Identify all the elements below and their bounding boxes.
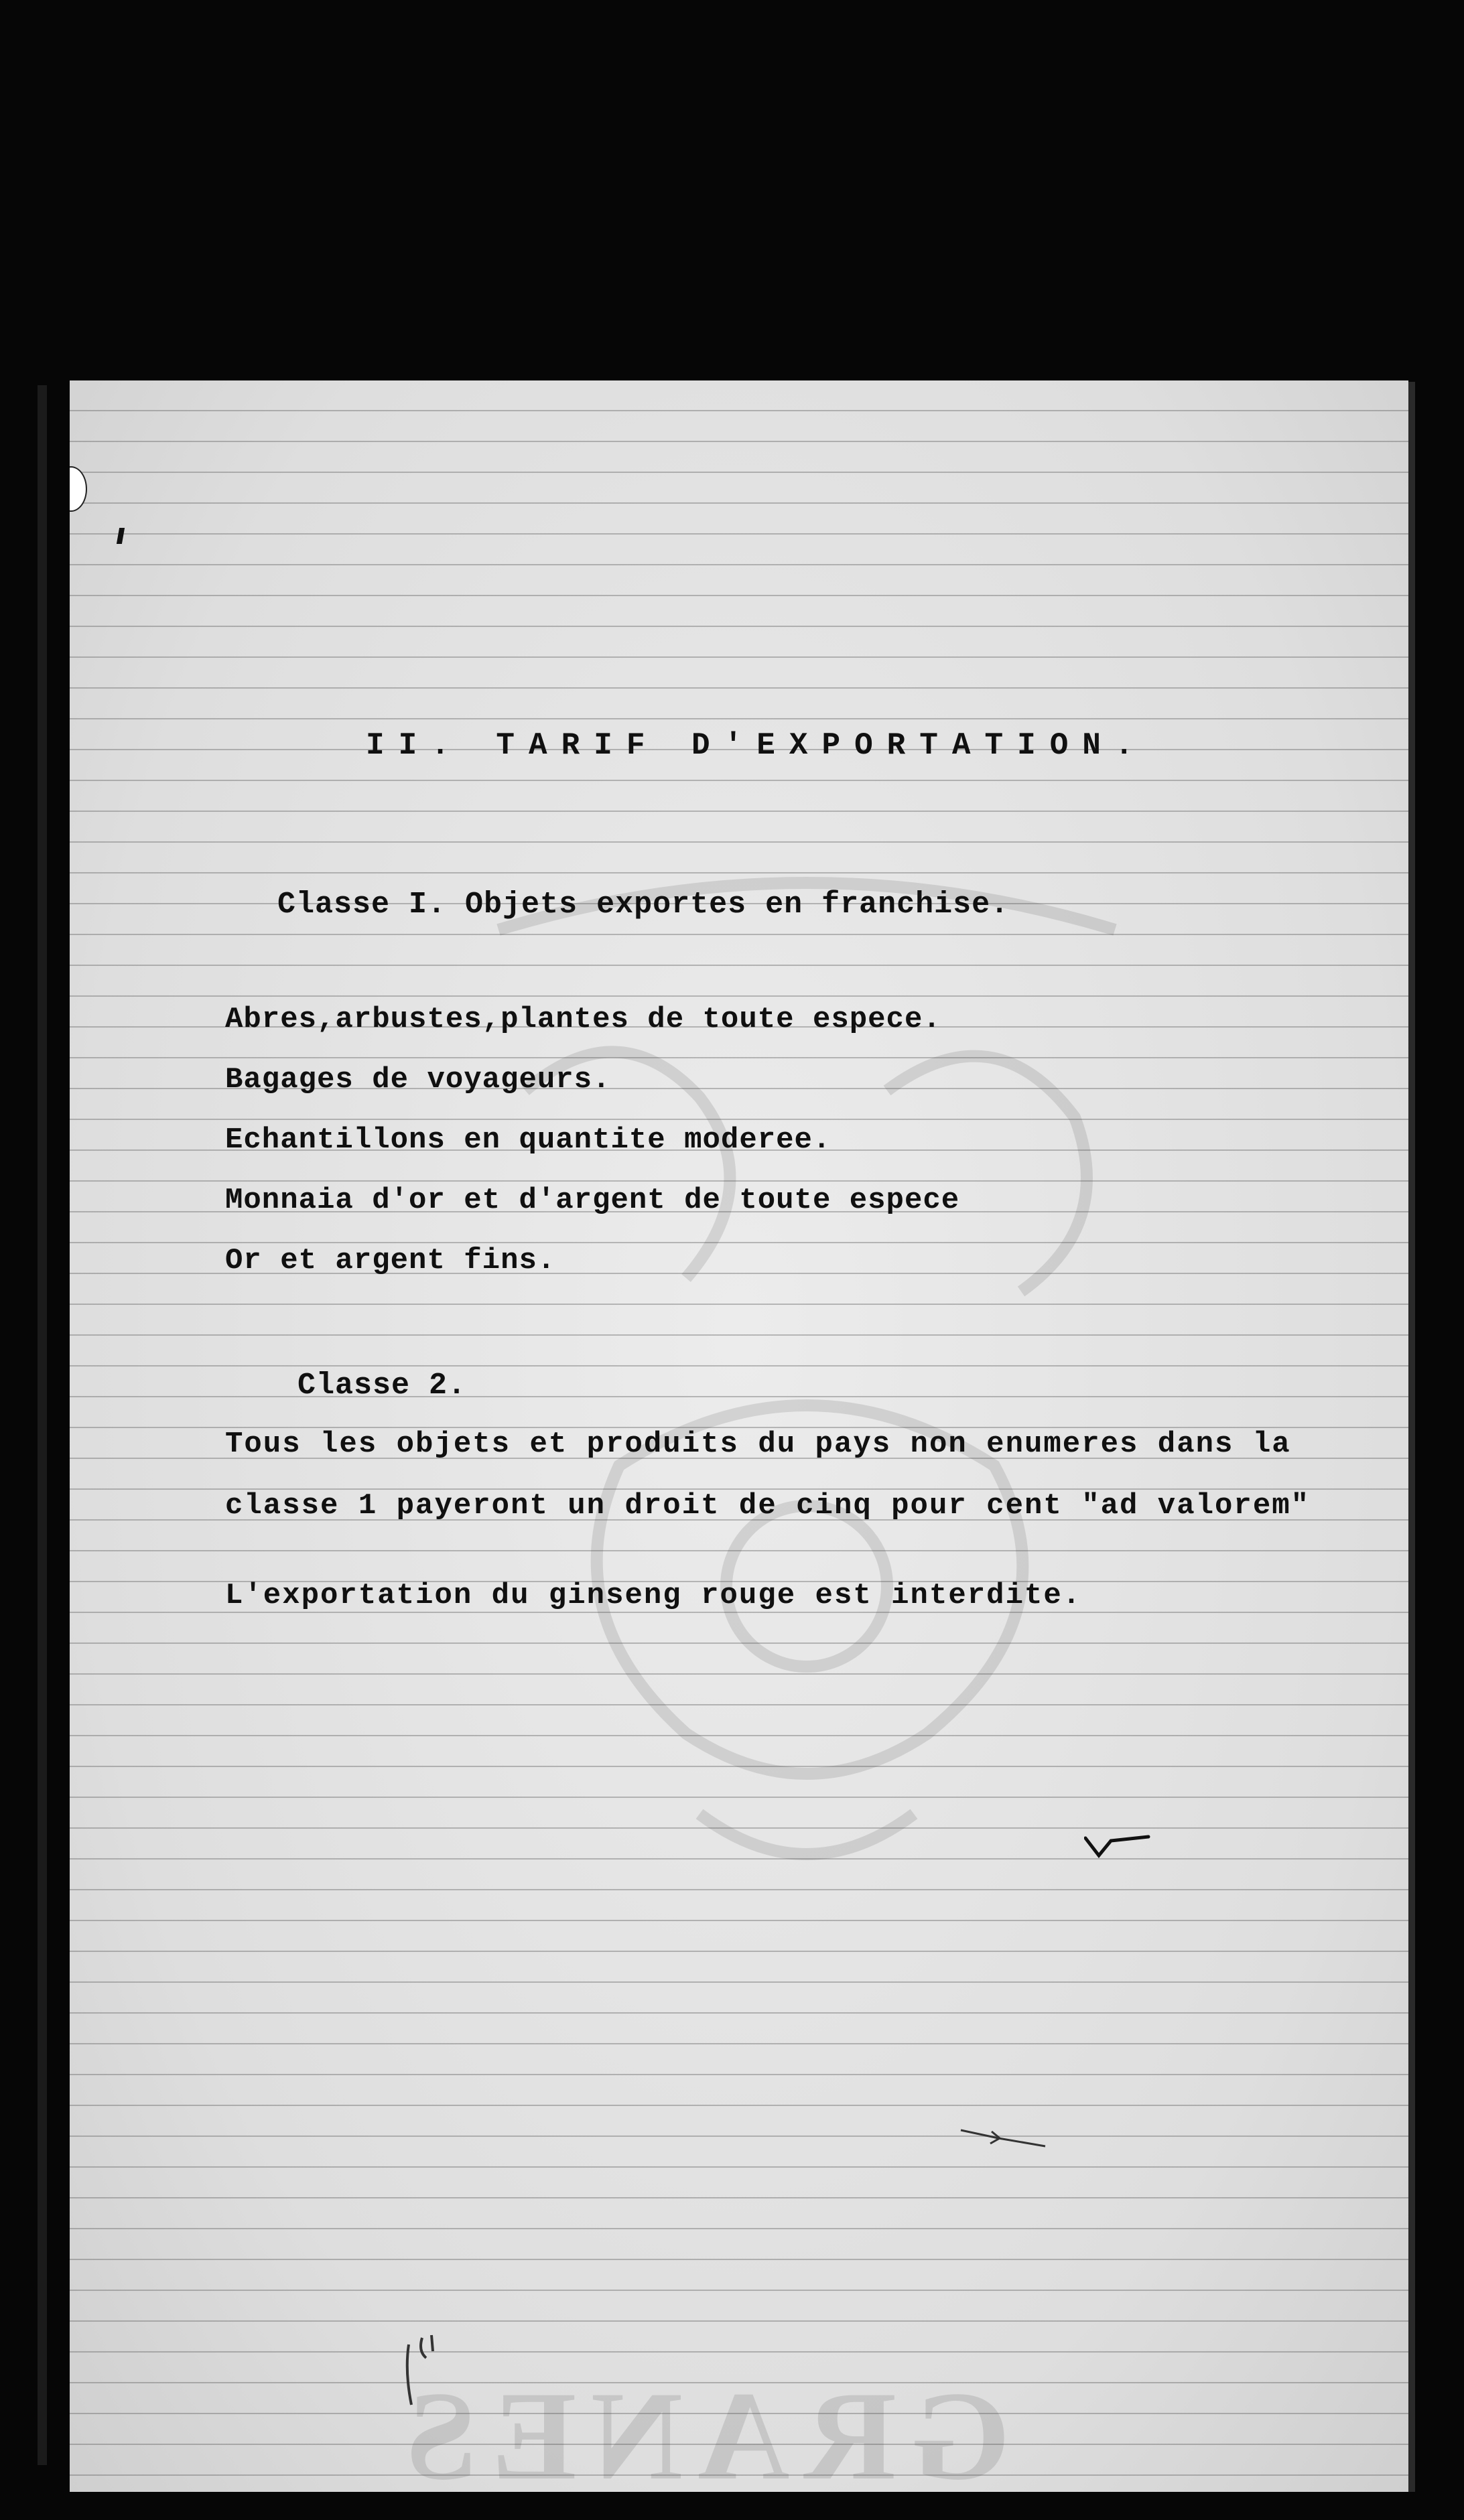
film-right-edge xyxy=(1408,382,1415,2492)
class-1-item: Or et argent fins. xyxy=(225,1244,556,1277)
pencil-arrow-mark xyxy=(958,2123,1052,2150)
film-left-edge xyxy=(38,385,47,2465)
margin-tick-mark xyxy=(117,528,125,544)
class-2-text-line: classe 1 payeront un droit de cinq pour cent "ad valorem" xyxy=(225,1489,1311,1523)
page-title: II. TARIF D'EXPORTATION. xyxy=(366,728,1148,763)
class-2-text-line: Tous les objets et produits du pays non enumeres dans la xyxy=(225,1427,1291,1461)
class-2-text-line: L'exportation du ginseng rouge est interdite. xyxy=(225,1579,1082,1612)
handwritten-check-mark xyxy=(1084,1833,1151,1860)
pencil-margin-mark xyxy=(402,2331,442,2411)
faded-stamp-lettering xyxy=(391,2363,1010,2492)
class-1-item: Abres,arbustes,plantes de toute espece. xyxy=(225,1003,941,1036)
punch-hole xyxy=(70,466,87,512)
class-1-item: Monnaia d'or et d'argent de toute espece xyxy=(225,1184,960,1217)
class-1-item: Bagages de voyageurs. xyxy=(225,1063,611,1097)
class-1-item: Echantillons en quantite moderee. xyxy=(225,1123,831,1157)
class-2-heading: Classe 2. xyxy=(297,1369,467,1403)
class-1-heading: Classe I. Objets exportes en franchise. xyxy=(277,888,1010,922)
